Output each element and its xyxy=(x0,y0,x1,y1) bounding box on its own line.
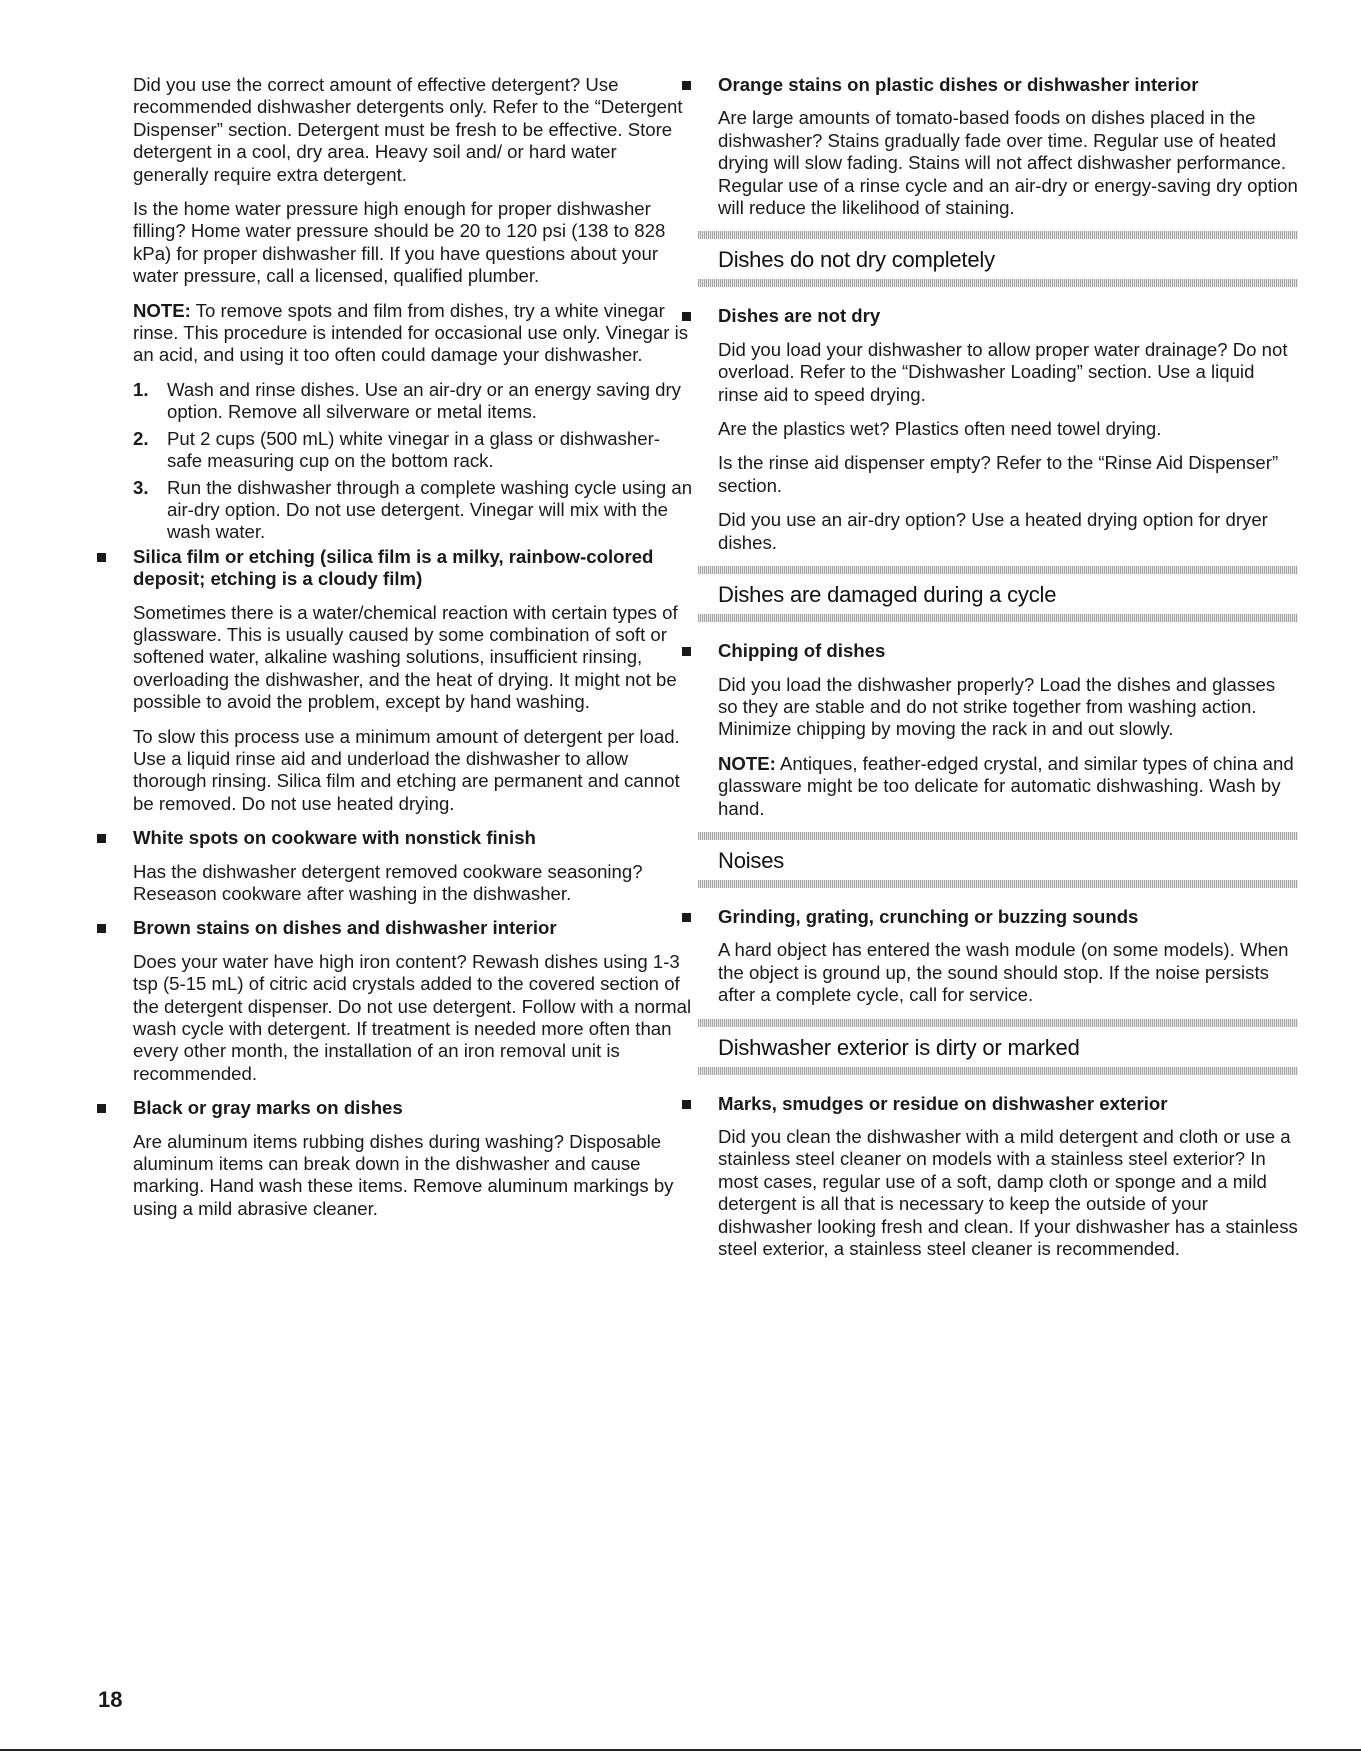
problem-item-not-dry xyxy=(718,305,1298,554)
problem-paragraph: Are large amounts of tomato-based foods on dishes placed in the dishwasher? Stains gradually fade over time. Regular use of heated drying will slow fading. Stains will not affect dishwasher performance. Regular use of a rinse cycle and an air-dry or energy-saving dry option will reduce the likelihood of staining. xyxy=(718,107,1298,219)
problem-paragraph: Has the dishwasher detergent removed cookware seasoning? Reseason cookware after washing in the dishwasher. xyxy=(133,860,643,904)
section-heading: Dishwasher exterior is dirty or marked xyxy=(718,1034,1080,1060)
left-column xyxy=(133,74,693,1232)
problem-title: Dishes are not dry xyxy=(718,305,881,327)
bullet-icon xyxy=(682,913,691,922)
step-text: Put 2 cups (500 mL) white vinegar in a glass or dishwasher-safe measuring cup on the bottom rack. xyxy=(167,427,660,472)
step-number: 3. xyxy=(133,476,149,498)
bullet-icon xyxy=(682,1100,691,1109)
section-rule xyxy=(698,566,1298,574)
section-rule xyxy=(698,614,1298,622)
problem-paragraph: A hard object has entered the wash module (on some models). When the object is ground up, the sound should stop. If the noise persists after a complete cycle, call for service. xyxy=(718,939,1289,1006)
section-heading: Dishes do not dry completely xyxy=(718,247,995,273)
problem-paragraph: Are aluminum items rubbing dishes during washing? Disposable aluminum items can break down in the dishwasher and cause marking. Hand wash these items. Remove aluminum markings by using a mild abrasive cleaner. xyxy=(133,1130,674,1219)
list-item xyxy=(133,379,693,424)
problem-paragraph: Did you load the dishwasher properly? Load the dishes and glasses so they are stable and do not strike together from washing action. Minimize chipping by moving the rack in and out slowly. xyxy=(718,673,1276,740)
section-rule xyxy=(698,279,1298,287)
section-header-damaged xyxy=(698,566,1298,622)
problem-title: Black or gray marks on dishes xyxy=(133,1097,403,1119)
problem-title: Silica film or etching (silica film is a milky, rainbow-colored deposit; etching is a cloudy film) xyxy=(133,545,654,590)
problem-item-silica-film xyxy=(133,546,693,815)
problem-title: Chipping of dishes xyxy=(718,640,886,662)
bullet-icon xyxy=(97,924,106,933)
section-heading: Noises xyxy=(718,847,785,873)
problem-paragraph: Is the rinse aid dispenser empty? Refer to the “Rinse Aid Dispenser” section. xyxy=(718,452,1279,496)
problem-paragraph: Sometimes there is a water/chemical reaction with certain types of glassware. This is usually caused by some combination of soft or softened water, alkaline washing solutions, insufficient rinsing, overloading the dishwasher, and the heat of drying. It might not be possible to avoid the problem, except by hand washing. xyxy=(133,601,678,713)
bullet-icon xyxy=(682,647,691,656)
section-heading: Dishes are damaged during a cycle xyxy=(718,582,1057,608)
problem-paragraph: Are the plastics wet? Plastics often need towel drying. xyxy=(718,418,1162,440)
bullet-icon xyxy=(97,1104,106,1113)
problem-item-black-marks xyxy=(133,1097,693,1220)
right-column xyxy=(718,74,1298,1272)
step-text: Run the dishwasher through a complete washing cycle using an air-dry option. Do not use detergent. Vinegar will mix with the wash water. xyxy=(167,476,693,543)
list-item xyxy=(133,428,693,473)
problem-paragraph: Did you clean the dishwasher with a mild detergent and cloth or use a stainless steel cleaner on models with a stainless steel exterior? In most cases, regular use of a soft, damp cloth or sponge and a mild detergent is all that is necessary to keep the outside of your dishwasher looking fresh and clean. If your dishwasher has a stainless steel exterior, a stainless steel cleaner is recommended. xyxy=(718,1125,1298,1259)
note-antiques xyxy=(718,753,1298,820)
bullet-icon xyxy=(682,81,691,90)
section-header-exterior xyxy=(698,1019,1298,1075)
section-header-noises xyxy=(698,832,1298,888)
section-rule xyxy=(698,832,1298,840)
problem-paragraph: To slow this process use a minimum amount of detergent per load. Use a liquid rinse aid and underload the dishwasher to allow thorough rinsing. Silica film and etching are permanent and cannot be removed. Do not use heated drying. xyxy=(133,725,680,814)
step-number: 1. xyxy=(133,378,149,400)
problem-paragraph: Did you load your dishwasher to allow proper water drainage? Do not overload. Refer to the “Dishwasher Loading” section. Use a liquid rinse aid to speed drying. xyxy=(718,338,1288,405)
paragraph-water-pressure: Is the home water pressure high enough for proper dishwasher filling? Home water pressure should be 20 to 120 psi (138 to 828 kPa) for proper dishwasher fill. If you have questions about your water pressure, call a licensed, qualified plumber. xyxy=(133,198,666,287)
problem-title: Grinding, grating, crunching or buzzing sounds xyxy=(718,905,1139,927)
note-vinegar-rinse xyxy=(133,300,693,367)
problem-item-brown-stains xyxy=(133,917,693,1085)
problem-item-marks-exterior xyxy=(718,1093,1298,1261)
section-rule xyxy=(698,880,1298,888)
bullet-icon xyxy=(682,312,691,321)
section-header-dry xyxy=(698,231,1298,287)
problem-paragraph: Does your water have high iron content? Rewash dishes using 1-3 tsp (5-15 mL) of citric acid crystals added to the covered section of the detergent dispenser. Do not use detergent. Follow with a normal wash cycle with detergent. If treatment is needed more often than every other month, the installation of an iron removal unit is recommended. xyxy=(133,950,692,1084)
vinegar-steps-list xyxy=(133,379,693,544)
problem-item-white-spots xyxy=(133,827,693,905)
section-rule xyxy=(698,231,1298,239)
problem-paragraph: Did you use an air-dry option? Use a heated drying option for dryer dishes. xyxy=(718,509,1268,553)
problem-title: Orange stains on plastic dishes or dishwasher interior xyxy=(718,74,1199,95)
bullet-icon xyxy=(97,834,106,843)
note-label: NOTE: xyxy=(133,299,191,321)
list-item xyxy=(133,477,693,544)
page-number: 18 xyxy=(98,1687,123,1712)
bullet-icon xyxy=(97,553,106,562)
note-text: To remove spots and film from dishes, try a white vinegar rinse. This procedure is intended for occasional use only. Vinegar is an acid, and using it too often could damage your dishwasher. xyxy=(133,299,689,366)
step-text: Wash and rinse dishes. Use an air-dry or an energy saving dry option. Remove all silverware or metal items. xyxy=(167,378,681,423)
note-label: NOTE: xyxy=(718,752,776,774)
section-rule xyxy=(698,1019,1298,1027)
problem-item-grinding xyxy=(718,906,1298,1007)
note-text: Antiques, feather-edged crystal, and similar types of china and glassware might be too delicate for automatic dishwashing. Wash by hand. xyxy=(718,752,1294,819)
problem-title: Marks, smudges or residue on dishwasher exterior xyxy=(718,1092,1168,1114)
step-number: 2. xyxy=(133,427,149,449)
problem-title: White spots on cookware with nonstick finish xyxy=(133,827,536,849)
paragraph-detergent: Did you use the correct amount of effective detergent? Use recommended dishwasher detergents only. Refer to the “Detergent Dispenser” section. Detergent must be fresh to be effective. Store detergent in a cool, dry area. Heavy soil and/ or hard water generally require extra detergent. xyxy=(133,74,683,185)
problem-title: Brown stains on dishes and dishwasher interior xyxy=(133,917,557,939)
problem-item-orange-stains xyxy=(718,74,1298,219)
section-rule xyxy=(698,1067,1298,1075)
footer-rule xyxy=(0,1749,1361,1751)
problem-item-chipping xyxy=(718,640,1298,820)
